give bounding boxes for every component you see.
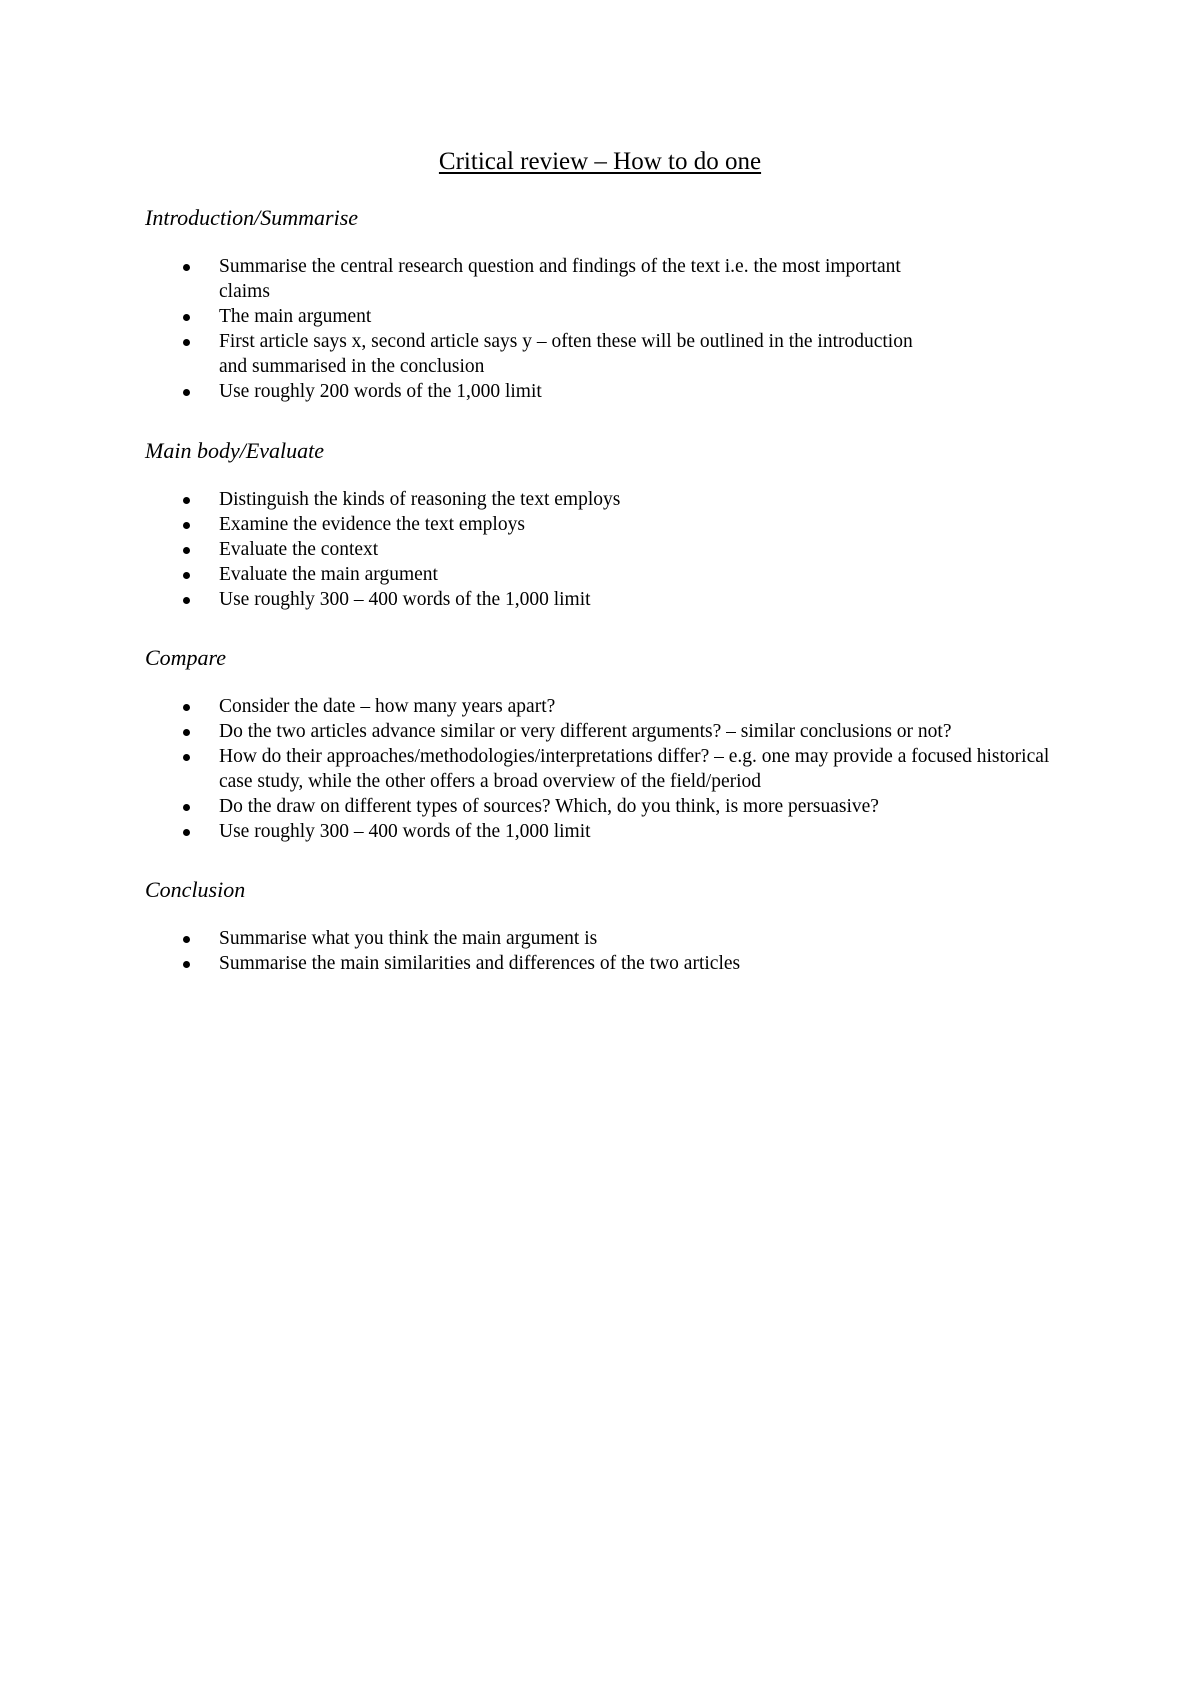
bullet-icon	[183, 597, 190, 604]
list-item	[145, 304, 945, 329]
list-item	[145, 951, 1085, 976]
bullet-list	[145, 487, 1085, 612]
bullet-list	[145, 694, 1070, 844]
list-item	[145, 329, 945, 379]
list-item	[145, 587, 1085, 612]
document-title: Critical review – How to do one	[438, 148, 762, 175]
list-item	[145, 562, 1085, 587]
section-conclusion	[145, 876, 1085, 976]
list-item-text: Evaluate the main argument	[219, 564, 438, 585]
section-heading: Compare	[145, 645, 227, 670]
list-item-text: Do the draw on different types of sources? Which, do you think, is more persuasive?	[219, 796, 879, 817]
list-item-text: Distinguish the kinds of reasoning the text employs	[219, 489, 621, 510]
list-item	[145, 926, 1085, 951]
section-main-body	[145, 437, 1085, 612]
section-heading: Main body/Evaluate	[145, 438, 325, 463]
list-item-text: Do the two articles advance similar or very different arguments? – similar conclusions or not?	[219, 721, 952, 742]
bullet-icon	[183, 754, 190, 761]
list-item	[145, 512, 1085, 537]
list-item-text: Use roughly 300 – 400 words of the 1,000 limit	[219, 589, 591, 610]
list-item	[145, 719, 1070, 744]
bullet-icon	[183, 804, 190, 811]
list-item-text: How do their approaches/methodologies/interpretations differ? – e.g. one may provide a focused historical case study, while the other offers a broad overview of the field/period	[219, 746, 1050, 792]
bullet-icon	[183, 264, 190, 271]
list-item-text: Consider the date – how many years apart?	[219, 696, 556, 717]
list-item-text: Summarise the main similarities and differences of the two articles	[219, 953, 741, 974]
bullet-list	[145, 254, 945, 404]
list-item-text: Use roughly 300 – 400 words of the 1,000 limit	[219, 821, 591, 842]
bullet-icon	[183, 547, 190, 554]
bullet-icon	[183, 936, 190, 943]
section-compare	[145, 644, 1070, 844]
list-item-text: The main argument	[219, 306, 372, 327]
list-item-text: Evaluate the context	[219, 539, 379, 560]
section-introduction	[145, 204, 945, 404]
list-item	[145, 744, 1070, 794]
list-item	[145, 794, 1070, 819]
list-item-text: Summarise the central research question and findings of the text i.e. the most important claims	[219, 256, 901, 302]
bullet-icon	[183, 961, 190, 968]
list-item-text: Examine the evidence the text employs	[219, 514, 525, 535]
section-heading: Introduction/Summarise	[145, 205, 359, 230]
section-heading: Conclusion	[145, 877, 246, 902]
bullet-icon	[183, 522, 190, 529]
bullet-icon	[183, 389, 190, 396]
bullet-icon	[183, 314, 190, 321]
list-item	[145, 254, 945, 304]
list-item	[145, 379, 945, 404]
bullet-icon	[183, 704, 190, 711]
bullet-icon	[183, 339, 190, 346]
bullet-icon	[183, 729, 190, 736]
list-item	[145, 537, 1085, 562]
bullet-icon	[183, 829, 190, 836]
list-item-text: Summarise what you think the main argument is	[219, 928, 598, 949]
bullet-icon	[183, 497, 190, 504]
bullet-icon	[183, 572, 190, 579]
list-item-text: First article says x, second article says y – often these will be outlined in the introduction and summarised in the conclusion	[219, 331, 913, 377]
list-item	[145, 694, 1070, 719]
list-item	[145, 487, 1085, 512]
list-item-text: Use roughly 200 words of the 1,000 limit	[219, 381, 542, 402]
bullet-list	[145, 926, 1085, 976]
list-item	[145, 819, 1070, 844]
